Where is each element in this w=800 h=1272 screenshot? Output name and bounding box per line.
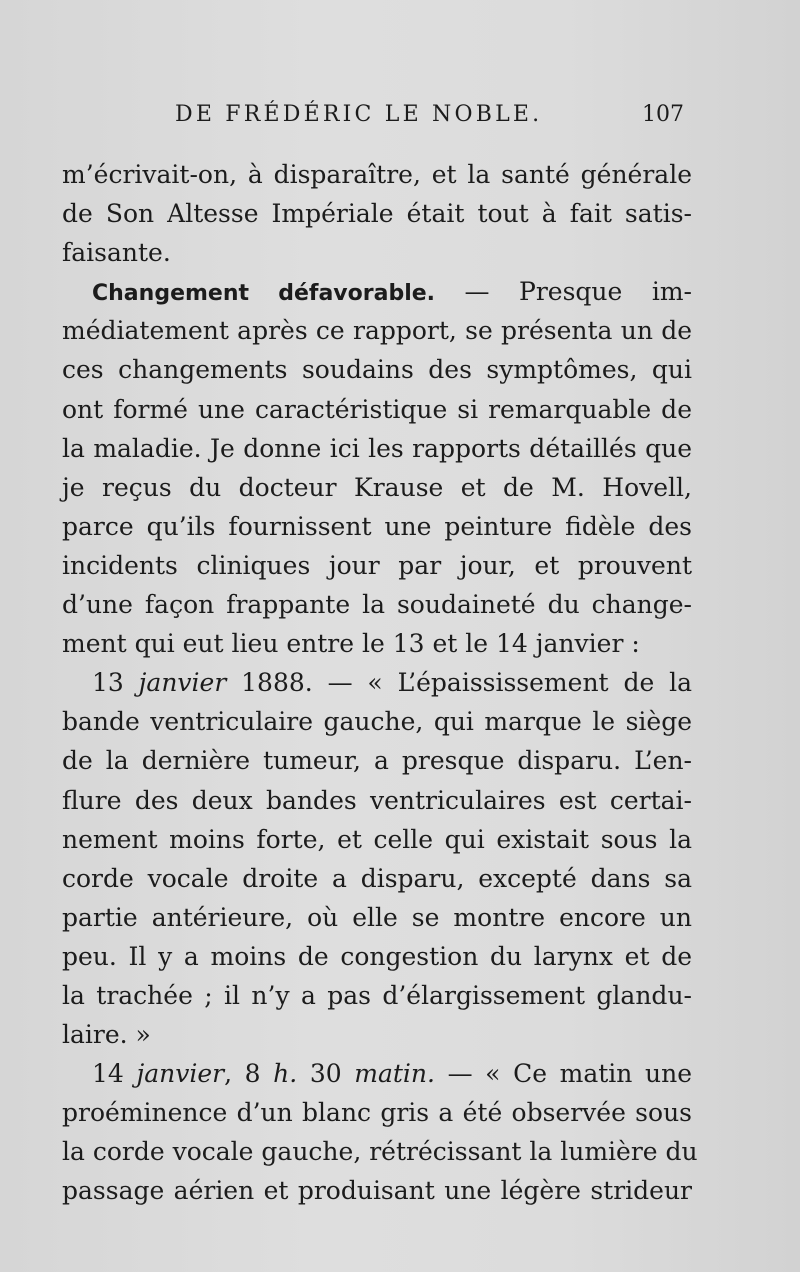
- text-line: incidents cliniques jour par jour, et prouvent: [62, 550, 692, 580]
- text-line: de Son Altesse Impériale était tout à fait satis-: [62, 199, 692, 229]
- text-line: ces changements soudains des symptômes, qui: [62, 355, 692, 385]
- section-heading-line: [62, 272, 692, 311]
- text-line: peu. Il y a moins de congestion du larynx et de: [62, 941, 692, 971]
- text-line: ment qui eut lieu entre le 13 et le 14 janvier :: [62, 629, 640, 659]
- text-line: parce qu’ils fournissent une peinture fidèle des: [62, 511, 692, 541]
- text-line: proéminence d’un blanc gris a été observée sous: [62, 1098, 692, 1128]
- body-text: [62, 155, 698, 1211]
- text-line: je reçus du docteur Krause et de M. Hovell,: [62, 472, 692, 502]
- italic-span: matin.: [354, 1059, 435, 1089]
- running-title: DE FRÉDÉRIC LE NOBLE.: [175, 102, 543, 127]
- text-line: laire. »: [62, 1020, 151, 1050]
- text-line: d’une façon frappante la soudaineté du change-: [62, 590, 692, 620]
- text-line: ont formé une caractéristique si remarquable de: [62, 394, 692, 424]
- text-span: , 8: [224, 1059, 274, 1089]
- text-span: 13: [92, 668, 139, 698]
- text-line: bande ventriculaire gauche, qui marque le siège: [62, 707, 692, 737]
- text-line: passage aérien et produisant une légère strideur: [62, 1176, 692, 1206]
- page-number: 107: [642, 102, 684, 127]
- text-line: partie antérieure, où elle se montre encore un: [62, 902, 692, 932]
- text-line: la corde vocale gauche, rétrécissant la lumière du: [62, 1137, 698, 1167]
- text-line: la trachée ; il n’y a pas d’élargissement glandu-: [62, 980, 692, 1010]
- text-line: médiatement après ce rapport, se présenta un de: [62, 316, 692, 346]
- text-span: 14: [92, 1059, 137, 1089]
- section-heading: Changement défavorable.: [92, 281, 436, 307]
- text-line: m’écrivait-on, à disparaître, et la santé générale: [62, 160, 692, 189]
- dated-entry-line: [62, 663, 692, 702]
- text-line: flure des deux bandes ventriculaires est certai-: [62, 785, 692, 815]
- text-line: corde vocale droite a disparu, excepté dans sa: [62, 863, 692, 893]
- text-line: la maladie. Je donne ici les rapports détaillés que: [62, 433, 692, 463]
- italic-span: h.: [273, 1059, 298, 1089]
- text-line: de la dernière tumeur, a presque disparu. L’en-: [62, 746, 692, 776]
- text-span: 1888. — « L’épaississement de la: [226, 668, 692, 698]
- page-header: [62, 100, 684, 136]
- text-line: nement moins forte, et celle qui existait sous la: [62, 824, 692, 854]
- dated-entry-line: [62, 1054, 692, 1093]
- text-line: faisante.: [62, 238, 171, 268]
- text-span: — Presque im-: [435, 277, 692, 307]
- italic-span: janvier: [136, 1059, 225, 1089]
- text-span: 30: [297, 1059, 355, 1089]
- italic-span: janvier: [138, 668, 227, 698]
- text-span: — « Ce matin une: [434, 1059, 692, 1089]
